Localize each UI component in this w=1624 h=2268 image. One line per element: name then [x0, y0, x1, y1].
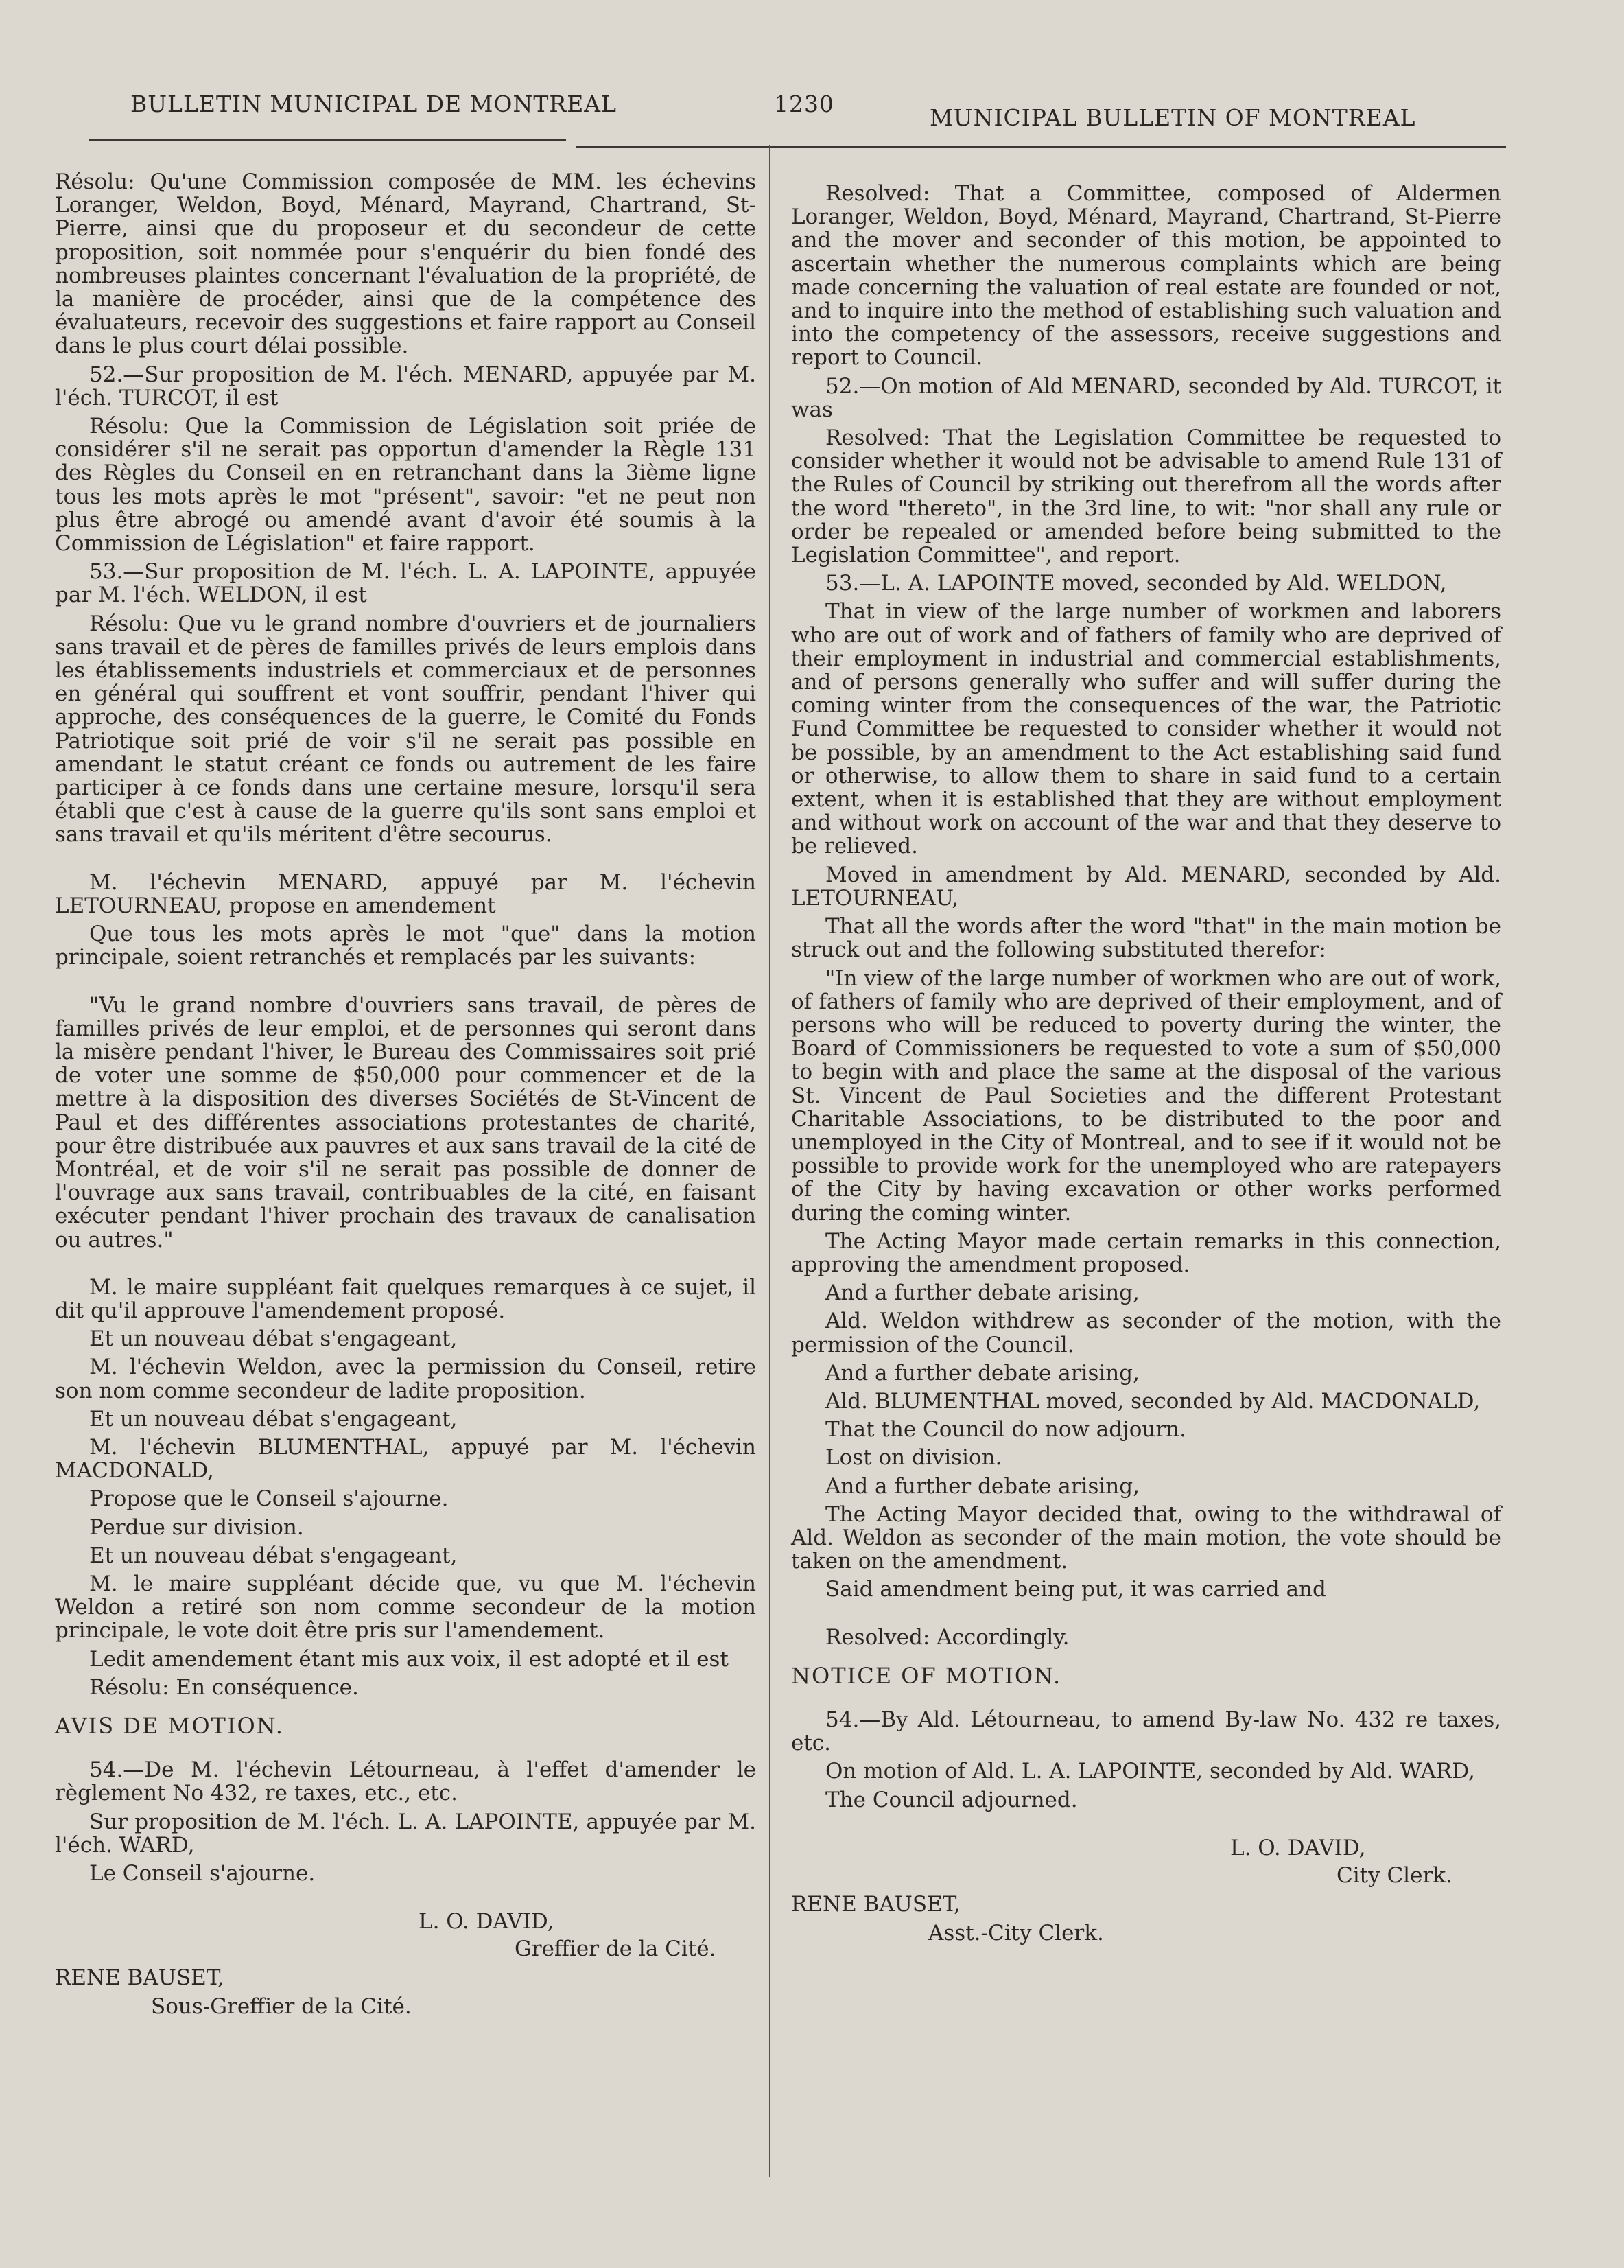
en-paragraph: Lost on division.: [825, 1445, 1002, 1471]
fr-asst-name: RENE BAUSET,: [55, 1965, 224, 1991]
en-paragraph: That the Council do now adjourn.: [825, 1417, 1187, 1442]
fr-paragraph: Et un nouveau débat s'engageant,: [89, 1326, 458, 1352]
fr-paragraph: M. l'échevin MENARD, appuyé par M. l'échevin LETOURNEAU, propose en amendement: [55, 869, 756, 918]
en-paragraph: Moved in amendment by Ald. MENARD, seconded by Ald. LETOURNEAU,: [791, 862, 1501, 911]
en-paragraph: Resolved: Accordingly.: [825, 1624, 1070, 1650]
fr-paragraph: 53.—Sur proposition de M. l'éch. L. A. LAPOINTE, appuyée par M. l'éch. WELDON, il est: [55, 559, 756, 608]
fr-notice-paragraph: 54.—De M. l'échevin Létourneau, à l'effet d'amender le règlement No 432, re taxes, etc., etc.: [55, 1757, 756, 1806]
en-signature-name: L. O. DAVID,: [1230, 1835, 1366, 1860]
en-quoted-amendment: "In view of the large number of workmen who are out of work, of fathers of family who are deprived of their employment, and of persons who will be reduced to poverty during the winter, the Board of Commissioners be requested to vote a sum of $50,000 to begin with and place the same at the disposal of the various St. Vincent de Paul Societies and the different Protestant Charitable Associations, to be distributed to the poor and unemployed in the City of Montreal, and to see if it would not be possible to provide work for the unemployed who are ratepayers of the City by having excavation or other works performed during the coming winter.: [791, 966, 1502, 1226]
en-paragraph: That in view of the large number of workmen and laborers who are out of work and of fathers of family who are deprived of their employment in industrial and commercial establishments, and of persons generally who suffer and will suffer during the coming winter from the consequences of the war, the Patriotic Fund Committee be requested to consider whether it would not be possible, by an amendment to the Act establishing said fund or otherwise, to allow them to share in said fund to a certain extent, when it is established that they are without employment and without work on account of the war and that they deserve to be relieved.: [791, 599, 1501, 859]
fr-paragraph: M. l'échevin BLUMENTHAL, appuyé par M. l'échevin MACDONALD,: [55, 1434, 756, 1484]
fr-asst-title: Sous-Greffier de la Cité.: [151, 1994, 412, 2020]
en-paragraph: And a further debate arising,: [825, 1360, 1140, 1386]
header-french-title: BULLETIN MUNICIPAL DE MONTREAL: [130, 91, 617, 117]
en-asst-title: Asst.-City Clerk.: [928, 1920, 1104, 1945]
fr-paragraph: Ledit amendement étant mis aux voix, il est adopté et il est: [89, 1646, 729, 1672]
en-notice-paragraph: The Council adjourned.: [825, 1787, 1078, 1812]
header-rule-left: [89, 139, 566, 141]
french-column: [55, 170, 756, 2040]
en-paragraph: And a further debate arising,: [825, 1281, 1140, 1306]
fr-paragraph: 52.—Sur proposition de M. l'éch. MENARD, appuyée par M. l'éch. TURCOT, il est: [55, 362, 756, 410]
fr-paragraph: M. le maire suppléant décide que, vu que M. l'échevin Weldon a retiré son nom comme secondeur de la motion principale, le vote doit être pris sur l'amendement.: [55, 1571, 756, 1644]
fr-paragraph: Perdue sur division.: [89, 1515, 304, 1540]
en-notice-paragraph: On motion of Ald. L. A. LAPOINTE, seconded by Ald. WARD,: [825, 1759, 1475, 1784]
en-signature-title: City Clerk.: [1337, 1862, 1452, 1888]
page-number: 1230: [774, 91, 834, 117]
fr-signature-name: L. O. DAVID,: [419, 1909, 554, 1934]
fr-paragraph: Et un nouveau débat s'engageant,: [89, 1406, 458, 1431]
header-rule-right: [576, 146, 1506, 148]
english-column: [791, 182, 1501, 1967]
en-notice-paragraph: 54.—By Ald. Létourneau, to amend By-law No. 432 re taxes, etc.: [791, 1707, 1501, 1756]
en-paragraph: 52.—On motion of Ald MENARD, seconded by Ald. TURCOT, it was: [791, 373, 1501, 422]
fr-paragraph: Résolu: Que vu le grand nombre d'ouvriers et de journaliers sans travail et de pères de familles privés de leurs emplois dans les établissements industriels et commerciaux et de personnes en général qui souffrent et vont souffrir, pendant l'hiver qui approche, des conséquences de la guerre, le Comité du Fonds Patriotique soit prié de voir s'il ne serait pas possible en amendant le statut créant ce fonds ou autrement de les faire participer à ce fonds dans une certaine mesure, lorsqu'il sera établi que c'est à cause de la guerre qu'ils sont sans emploi et sans travail et qu'ils méritent d'être secourus.: [55, 611, 756, 847]
en-paragraph: Resolved: That a Committee, composed of Aldermen Loranger, Weldon, Boyd, Ménard, Mayrand, Chartrand, St-Pierre and the mover and seconder of this motion, be appointed to ascertain whether the numerous complaints which are being made concerning the valuation of real estate are founded or not, and to inquire into the method of establishing such valuation and into the competency of the assessors, receive suggestions and report to Council.: [791, 181, 1501, 371]
fr-notice-paragraph: Sur proposition de M. l'éch. L. A. LAPOINTE, appuyée par M. l'éch. WARD,: [55, 1809, 756, 1858]
fr-notice-heading: AVIS DE MOTION.: [55, 1712, 284, 1739]
en-signature-block: [791, 1836, 1501, 1967]
fr-signature-title: Greffier de la Cité.: [515, 1937, 716, 1962]
fr-paragraph: Et un nouveau débat s'engageant,: [89, 1543, 458, 1568]
en-paragraph: Resolved: That the Legislation Committee be requested to consider whether it would not be advisable to amend Rule 131 of the Rules of Council by striking out therefrom all the words after the word "thereto", in the 3rd line, to wit: "nor shall any rule or order be repealed or amended before being submitted to the Legislation Committee", and report.: [791, 425, 1501, 568]
en-paragraph: Ald. BLUMENTHAL moved, seconded by Ald. MACDONALD,: [825, 1388, 1481, 1414]
column-divider: [769, 145, 770, 2177]
en-asst-name: RENE BAUSET,: [791, 1891, 961, 1917]
fr-paragraph: M. l'échevin Weldon, avec la permission du Conseil, retire son nom comme secondeur de ladite proposition.: [55, 1355, 756, 1403]
fr-paragraph: Que tous les mots après le mot "que" dans la motion principale, soient retranchés et remplacés par les suivants:: [55, 922, 756, 970]
fr-paragraph: Propose que le Conseil s'ajourne.: [89, 1486, 449, 1512]
header-english-title: MUNICIPAL BULLETIN OF MONTREAL: [930, 104, 1416, 131]
en-notice-heading: NOTICE OF MOTION.: [791, 1662, 1062, 1689]
fr-quoted-amendment: "Vu le grand nombre d'ouvriers sans travail, de pères de familles privés de leur emploi, et de personnes qui seront dans la misère pendant l'hiver, le Bureau des Commissaires soit prié de voter une somme de $50,000 pour commencer et de la mettre à la disposition des diverses Sociétés de St-Vincent de Paul et des différentes associations protestantes de charité, pour être distribuée aux pauvres et aux sans travail de la cité de Montréal, et de voir s'il ne serait pas possible de donner de l'ouvrage aux sans travail, contribuables de la cité, en faisant exécuter pendant l'hiver prochain des travaux de canalisation ou autres.": [55, 992, 756, 1252]
fr-paragraph: Résolu: En conséquence.: [89, 1674, 359, 1700]
en-paragraph: Said amendment being put, it was carried and: [825, 1577, 1326, 1602]
en-paragraph: And a further debate arising,: [825, 1473, 1140, 1499]
fr-paragraph: Résolu: Qu'une Commission composée de MM. les échevins Loranger, Weldon, Boyd, Ménard, Mayrand, Chartrand, St-Pierre, ainsi que du proposeur et du secondeur de cette proposition, soit nommée pour s'enquérir du bien fondé des nombreuses plaintes concernant l'évaluation de la propriété, de la manière de procéder, ainsi que de la compétence des évaluateurs, recevoir des suggestions et faire rapport au Conseil dans le plus court délai possible.: [55, 169, 756, 359]
en-paragraph: 53.—L. A. LAPOINTE moved, seconded by Ald. WELDON,: [825, 571, 1447, 596]
fr-paragraph: M. le maire suppléant fait quelques remarques à ce sujet, il dit qu'il approuve l'amendement proposé.: [55, 1274, 756, 1323]
fr-signature-block: [55, 1910, 756, 2040]
fr-notice-paragraph: Le Conseil s'ajourne.: [89, 1861, 316, 1886]
en-paragraph: The Acting Mayor made certain remarks in this connection, approving the amendment proposed.: [791, 1228, 1501, 1277]
en-paragraph: Ald. Weldon withdrew as seconder of the motion, with the permission of the Council.: [791, 1309, 1501, 1357]
en-paragraph: The Acting Mayor decided that, owing to the withdrawal of Ald. Weldon as seconder of the main motion, the vote should be taken on the amendment.: [791, 1501, 1501, 1574]
fr-paragraph: Résolu: Que la Commission de Législation soit priée de considérer s'il ne serait pas opportun d'amender la Règle 131 des Règles du Conseil en en retranchant dans la 3ième ligne tous les mots après le mot "présent", savoir: "et ne peut non plus être abrogé ou amendé avant d'avoir été soumis à la Commission de Législation" et faire rapport.: [55, 414, 756, 557]
en-paragraph: That all the words after the word "that" in the main motion be struck out and the following substituted therefor:: [791, 914, 1501, 963]
